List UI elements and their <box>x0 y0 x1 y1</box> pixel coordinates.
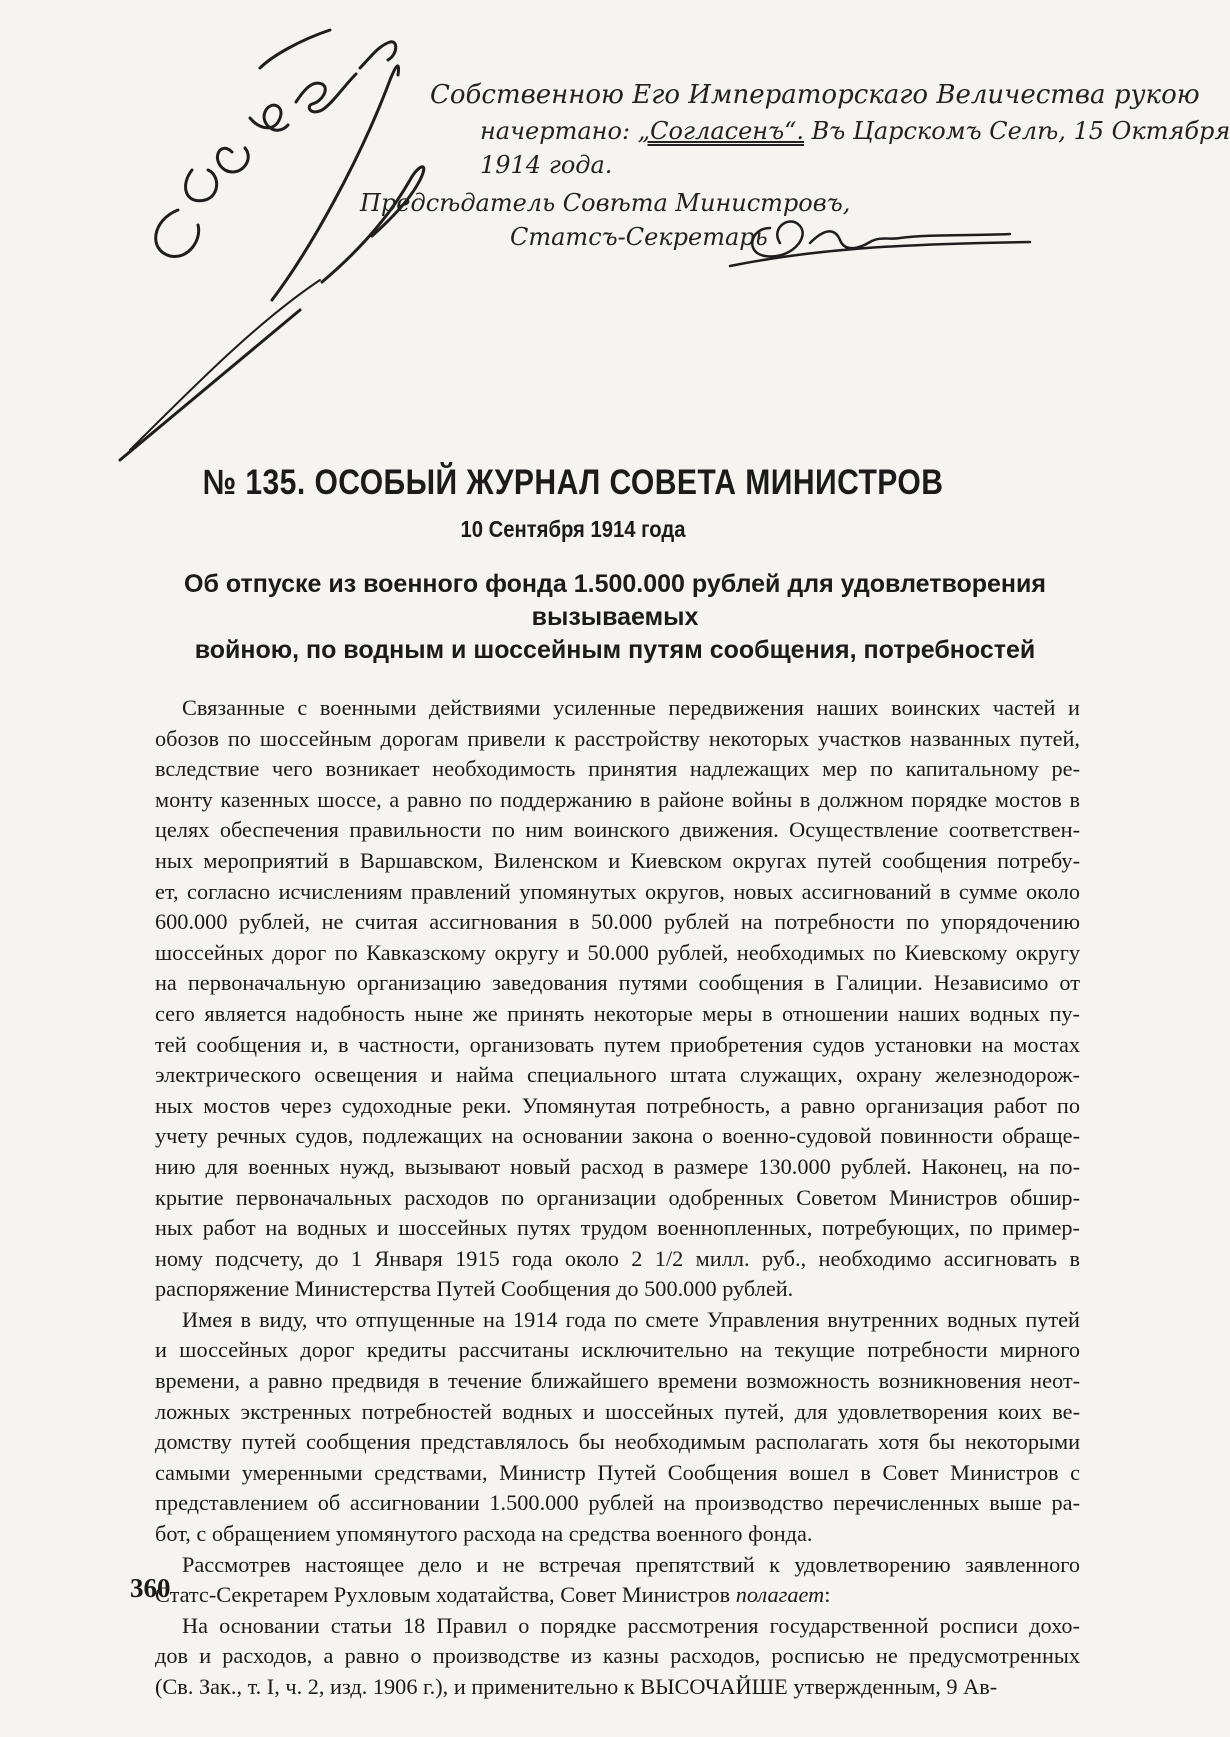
text-line: Имея в виду, что отпущенные на 1914 года по смете Управления внутренних водных путей <box>182 1306 1080 1332</box>
p3-italic-polagaet: полагает <box>735 1582 825 1608</box>
resolution-line-5: Статсъ-Секретарь <box>510 223 768 251</box>
text-line: ному подсчету, до 1 Января 1915 года около 2 1/2 милл. руб., необходимо ассигновать в <box>155 1245 1080 1271</box>
resolution-line-1: Собственною Его Императорскаго Величества рукою <box>430 80 1200 110</box>
text-line: монту казенных шоссе, а равно по поддержанию в районе войны в должном порядке мостов в <box>155 786 1080 812</box>
text-line: учету речных судов, подлежащих на основании закона о военно-судовой повинности обраще- <box>155 1123 1080 1149</box>
page-number: 360 <box>130 1573 171 1603</box>
text-line: представлением об ассигновании 1.500.000 рублей на производство перечисленных выше ра- <box>155 1490 1080 1516</box>
text-line: целях обеспечения правильности по ним воинского движения. Осуществление соответствен- <box>155 817 1080 843</box>
paragraph-3-line-2 <box>155 1580 1080 1611</box>
imperial-signature <box>60 20 480 500</box>
paragraph-2 <box>155 1305 1080 1550</box>
resolution-line-3: 1914 года. <box>480 151 613 179</box>
subtitle-line-2: войною, по водным и шоссейным путям сообщения, потребностей <box>194 636 1036 664</box>
text-line: тей сообщения и, в частности, организовать путем приобретения судов установки на мостах <box>155 1031 1080 1057</box>
text-line: времени, а равно предвидя в течение ближайшего времени возможность возникновения неот- <box>155 1368 1080 1394</box>
document-subtitle <box>150 568 1080 667</box>
text-line: бот, с обращением упомянутого расхода на средства военного фонда. <box>155 1521 813 1547</box>
document-body <box>155 693 1080 1703</box>
text-line: крытие первоначальных расходов по организации одобренных Советом Министров обшир- <box>155 1184 1080 1210</box>
document-title: № 135. ОСОБЫЙ ЖУРНАЛ СОВЕТА МИНИСТРОВ <box>202 463 944 502</box>
paragraph-1 <box>155 693 1080 1305</box>
text-line: 600.000 рублей, не считая ассигнования в 50.000 рублей на потребности по упорядочению <box>155 909 1080 935</box>
text-line: дов и расходов, а равно о производстве из казны расходов, росписью не предусмотренных <box>155 1643 1080 1669</box>
paragraph-3 <box>155 1550 1080 1611</box>
p3-text: Статс-Секретарем Рухловым ходатайства, Совет Министров <box>155 1582 731 1608</box>
text-line: ных работ на водных и шоссейных путях трудом военнопленных, потребующих, по пример- <box>155 1215 1080 1241</box>
text-line: (Св. Зак., т. I, ч. 2, изд. 1906 г.), и применительно к ВЫСОЧАЙШЕ утвержденным, 9 Ав- <box>155 1674 998 1699</box>
subtitle-line-1: Об отпуске из военного фонда 1.500.000 рублей для удовлетворения вызываемых <box>184 570 1046 631</box>
text-line: на первоначальную организацию заведования путями сообщения в Галиции. Независимо от <box>155 970 1080 996</box>
text-line: ет, согласно исчислениям правлений упомянутых округов, новых ассигнований в сумме около <box>155 878 1080 904</box>
text-line: шоссейных дорог по Кавказскому округу и 50.000 рублей, необходимых по Киевскому округу <box>155 939 1080 965</box>
resolution-line-2a: начертано: <box>480 117 631 145</box>
resolution-line-2c: Въ Царскомъ Селѣ, 15 Октября <box>811 117 1230 145</box>
resolution-line-4: Предсѣдатель Совѣта Министровъ, <box>360 189 851 217</box>
text-line: обозов по шоссейным дорогам привели к расстройству некоторых участков названных путей, <box>155 725 1080 751</box>
text-line: вследствие чего возникает необходимость принятия надлежащих мер по капитальному ре- <box>155 756 1080 782</box>
document-date: 10 Сентября 1914 года <box>460 516 686 542</box>
text-line: электрического освещения и найма специального штата служащих, охрану железнодорож- <box>155 1062 1080 1088</box>
text-line: самыми умеренными средствами, Министр Путей Сообщения вошел в Совет Министров с <box>155 1459 1080 1485</box>
text-line: На основании статьи 18 Правил о порядке рассмотрения государственной росписи дохо- <box>182 1612 1080 1638</box>
paragraph-3-line-1: Рассмотрев настоящее дело и не встречая препятствий к удовлетворению заявленного <box>182 1551 1080 1577</box>
p3-colon: : <box>824 1582 831 1608</box>
resolution-soglasen: „Согласенъ“. <box>637 117 804 145</box>
text-line: ложных экстренных потребностей водных и шоссейных путей, для удовлетворения коих ве- <box>155 1398 1080 1424</box>
text-line: ных мероприятий в Варшавском, Виленском и Киевском округах путей сообщения потребу- <box>155 847 1080 873</box>
text-line: ных мостов через судоходные реки. Упомянутая потребность, а равно организация работ по <box>155 1092 1080 1118</box>
text-line: домству путей сообщения представлялось бы необходимым располагать хотя бы некоторыми <box>155 1429 1080 1455</box>
text-line: Связанные с военными действиями усиленные передвижения наших воинских частей и <box>182 695 1080 720</box>
paragraph-4 <box>155 1611 1080 1703</box>
text-line: сего является надобность ныне же принять некоторые меры в отношении наших водных пу- <box>155 1000 1080 1026</box>
text-line: и шоссейных дорог кредиты рассчитаны исключительно на текущие потребности мирного <box>155 1337 1080 1363</box>
secretary-signature <box>730 198 1050 268</box>
text-line: распоряжение Министерства Путей Сообщения до 500.000 рублей. <box>155 1276 794 1302</box>
text-line: нию для военных нужд, вызывают новый расход в размере 130.000 рублей. Наконец, на по- <box>155 1153 1080 1179</box>
